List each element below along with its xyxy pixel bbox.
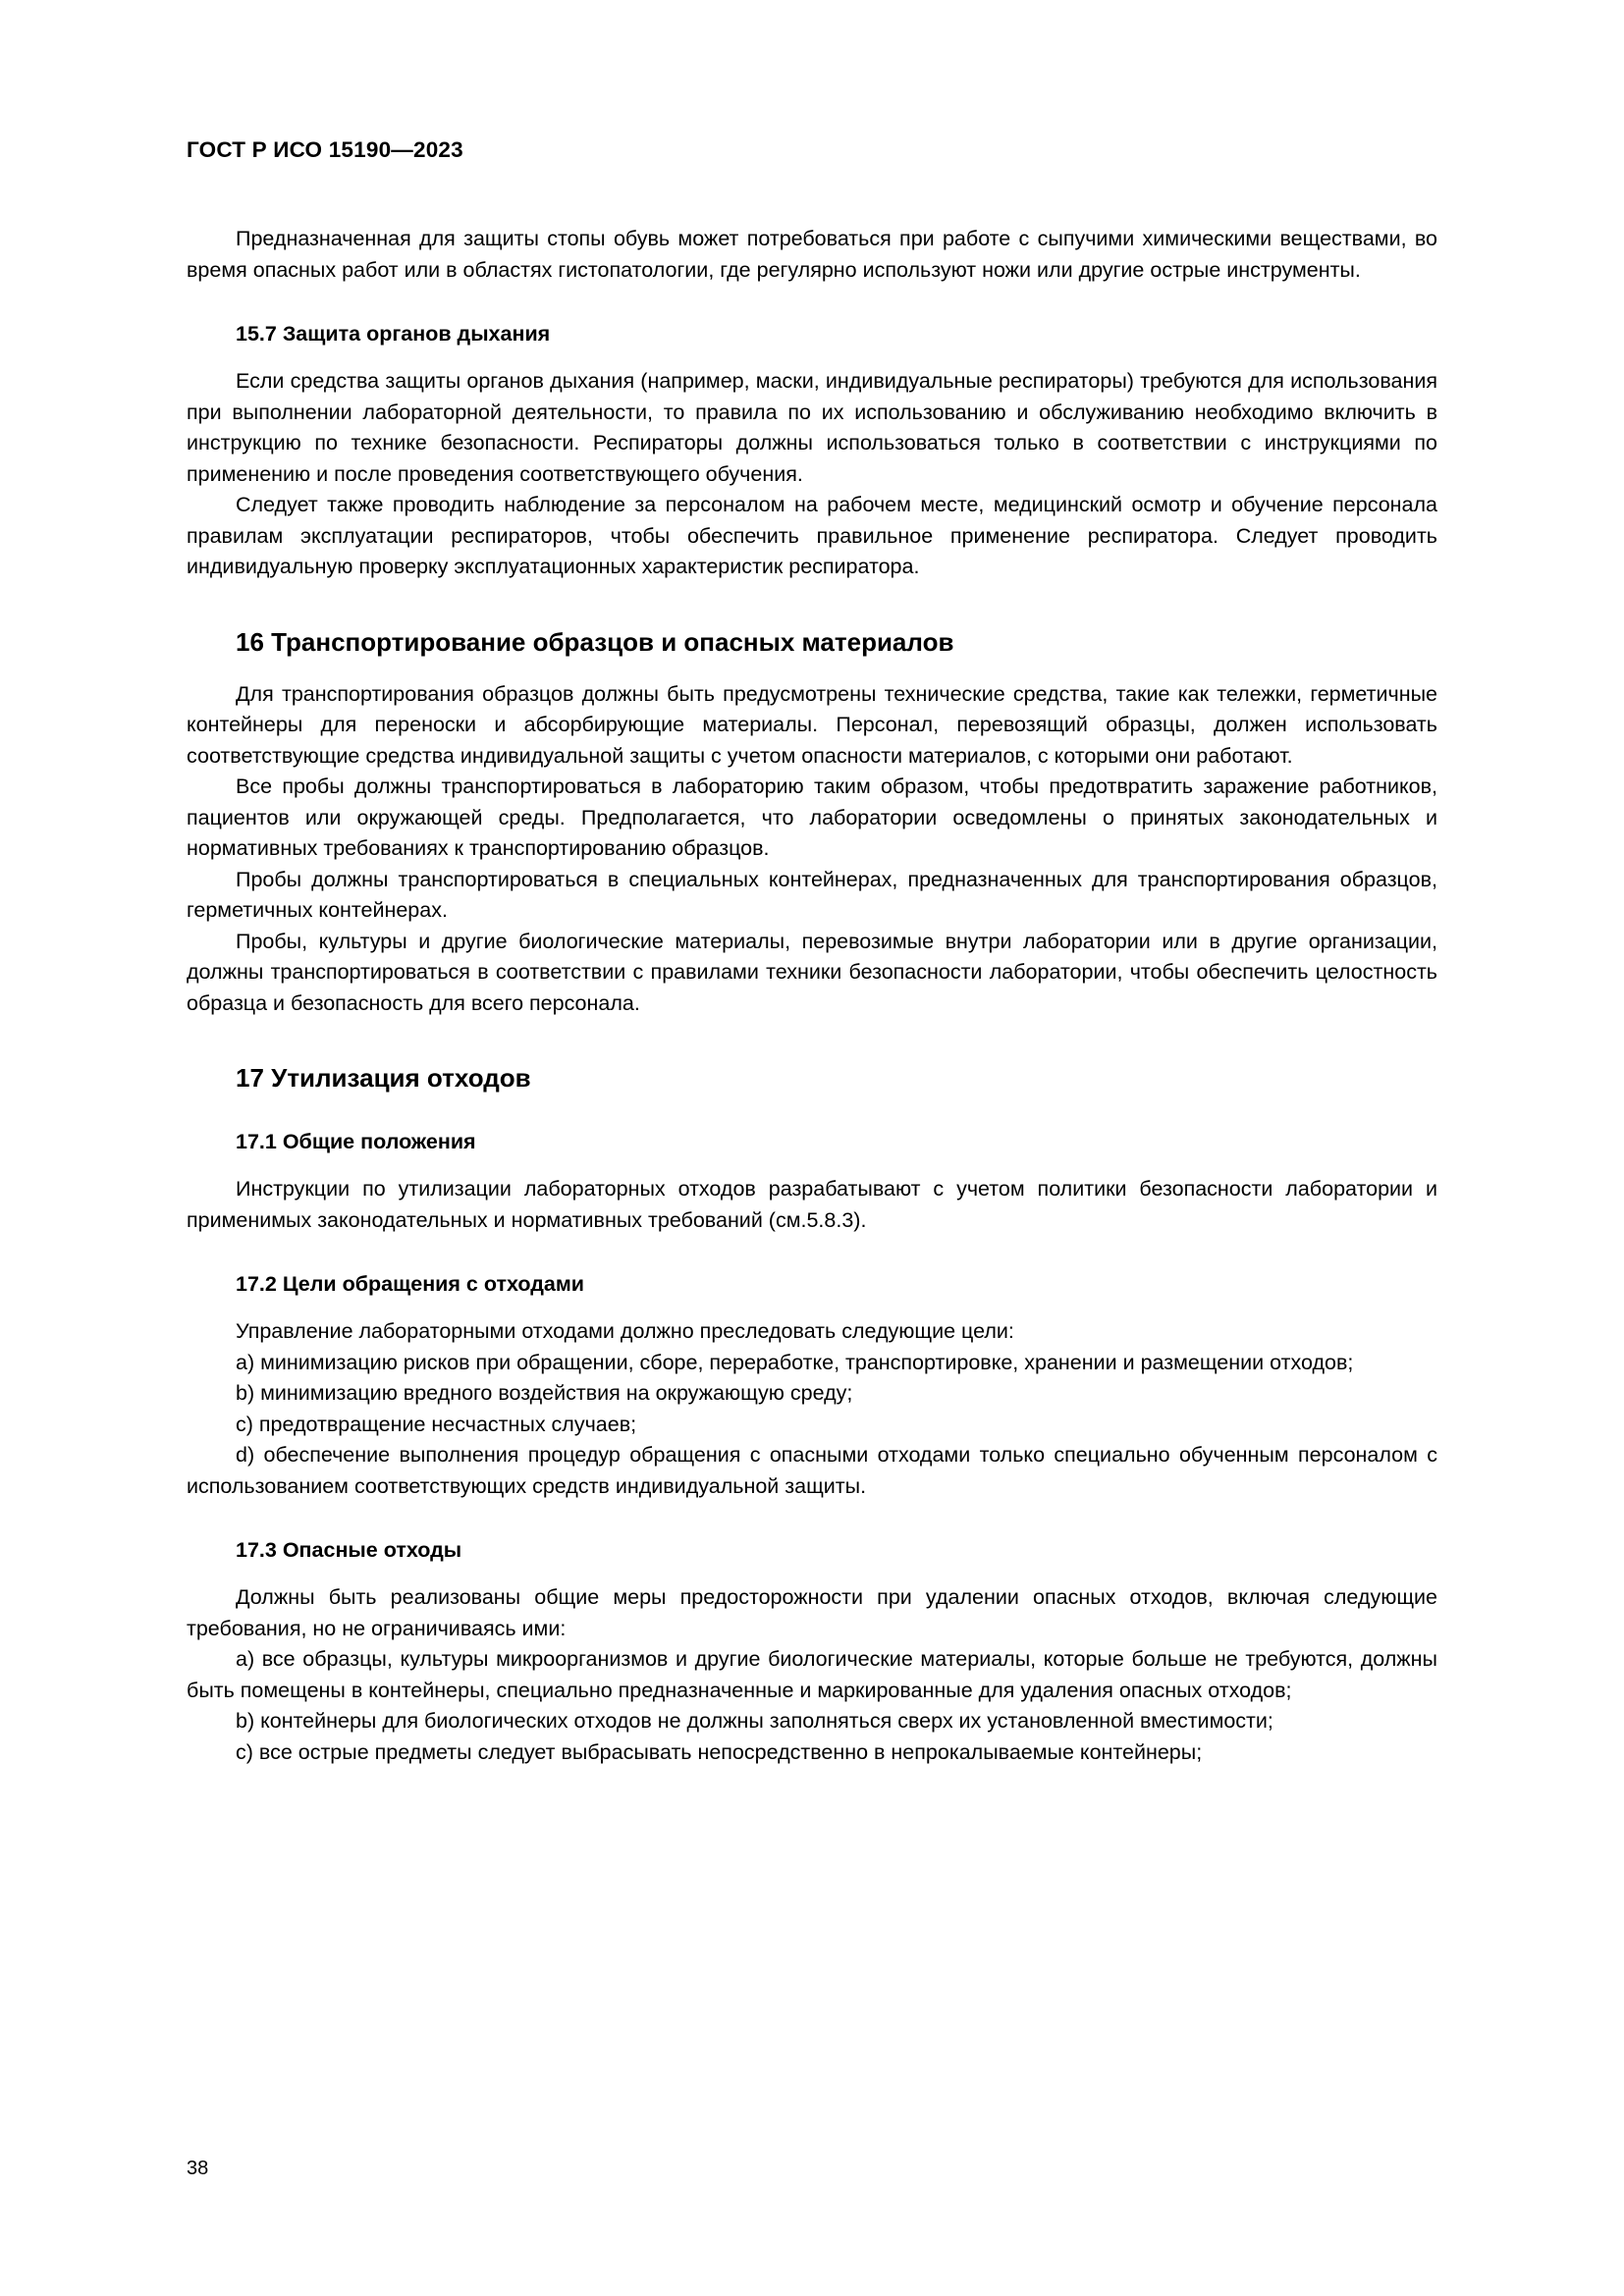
paragraph-17-3-1: Должны быть реализованы общие меры предосторожности при удалении опасных отходов, включая следующие требования, но не ограничиваясь ими: bbox=[187, 1585, 1437, 1640]
heading-15-7: 15.7 Защита органов дыхания bbox=[236, 322, 551, 346]
heading-17-1: 17.1 Общие положения bbox=[236, 1130, 476, 1153]
heading-16: 16 Транспортирование образцов и опасных материалов bbox=[236, 626, 954, 657]
heading-17-3: 17.3 Опасные отходы bbox=[236, 1538, 462, 1562]
intro-paragraph: Предназначенная для защиты стопы обувь может потребоваться при работе с сыпучими химическими веществами, во время опасных работ или в областях гистопатологии, где регулярно используют ножи или другие острые инструменты. bbox=[187, 227, 1437, 282]
list-item-17-3-c: c) все острые предметы следует выбрасывать непосредственно в непрокалываемые контейнеры; bbox=[236, 1739, 1203, 1764]
page-number: 38 bbox=[187, 2158, 209, 2179]
list-item-17-3-b: b) контейнеры для биологических отходов не должны заполняться сверх их установленной вместимости; bbox=[236, 1709, 1273, 1733]
paragraph-15-7-1: Если средства защиты органов дыхания (например, маски, индивидуальные респираторы) требуются для использования при выполнении лабораторной деятельности, то правила по их использованию и обслуживанию необходимо включить в инструкцию по технике безопасности. Респираторы должны использоваться только в соответствии с инструкциями по применению и после проведения соответствующего обучения. bbox=[187, 369, 1437, 486]
paragraph-17-1-1: Инструкции по утилизации лабораторных отходов разрабатывают с учетом политики безопасности лаборатории и применимых законодательных и нормативных требований (см.5.8.3). bbox=[187, 1177, 1437, 1232]
list-item-17-2-c: c) предотвращение несчастных случаев; bbox=[236, 1412, 637, 1436]
paragraph-16-3: Пробы должны транспортироваться в специальных контейнерах, предназначенных для транспортирования образцов, герметичных контейнерах. bbox=[187, 867, 1437, 922]
list-item-17-3-a: a) все образцы, культуры микроорганизмов и другие биологические материалы, которые больше не требуются, должны быть помещены в контейнеры, специально предназначенные и маркированные для удаления опасных отходов; bbox=[187, 1647, 1437, 1702]
paragraph-16-2: Все пробы должны транспортироваться в лабораторию таким образом, чтобы предотвратить заражение работников, пациентов или окружающей среды. Предполагается, что лаборатории осведомлены о принятых законодательных и нормативных требованиях к транспортированию образцов. bbox=[187, 774, 1437, 860]
paragraph-16-4: Пробы, культуры и другие биологические материалы, перевозимые внутри лаборатории или в другие организации, должны транспортироваться в соответствии с правилами техники безопасности лаборатории, чтобы обеспечить целостность образца и безопасность для всего персонала. bbox=[187, 929, 1437, 1015]
paragraph-15-7-2: Следует также проводить наблюдение за персоналом на рабочем месте, медицинский осмотр и обучение персонала правилам эксплуатации респираторов, чтобы обеспечить правильное применение респиратора. Следует проводить индивидуальную проверку эксплуатационных характеристик респиратора. bbox=[187, 493, 1437, 578]
page-header: ГОСТ Р ИСО 15190—2023 bbox=[187, 137, 463, 162]
paragraph-16-1: Для транспортирования образцов должны быть предусмотрены технические средства, такие как тележки, герметичные контейнеры для переноски и абсорбирующие материалы. Персонал, перевозящий образцы, должен использовать соответствующие средства индивидуальной защиты с учетом опасности материалов, с которыми они работают. bbox=[187, 681, 1437, 768]
list-item-17-2-b: b) минимизацию вредного воздействия на окружающую среду; bbox=[236, 1381, 853, 1405]
list-item-17-2-d: d) обеспечение выполнения процедур обращения с опасными отходами только специально обученным персоналом с использованием соответствующих средств индивидуальной защиты. bbox=[187, 1443, 1437, 1498]
heading-17: 17 Утилизация отходов bbox=[236, 1063, 531, 1093]
list-item-17-2-a: a) минимизацию рисков при обращении, сборе, переработке, транспортировке, хранении и размещении отходов; bbox=[236, 1350, 1354, 1374]
heading-17-2: 17.2 Цели обращения с отходами bbox=[236, 1272, 584, 1296]
paragraph-17-2-1: Управление лабораторными отходами должно преследовать следующие цели: bbox=[236, 1319, 1014, 1343]
